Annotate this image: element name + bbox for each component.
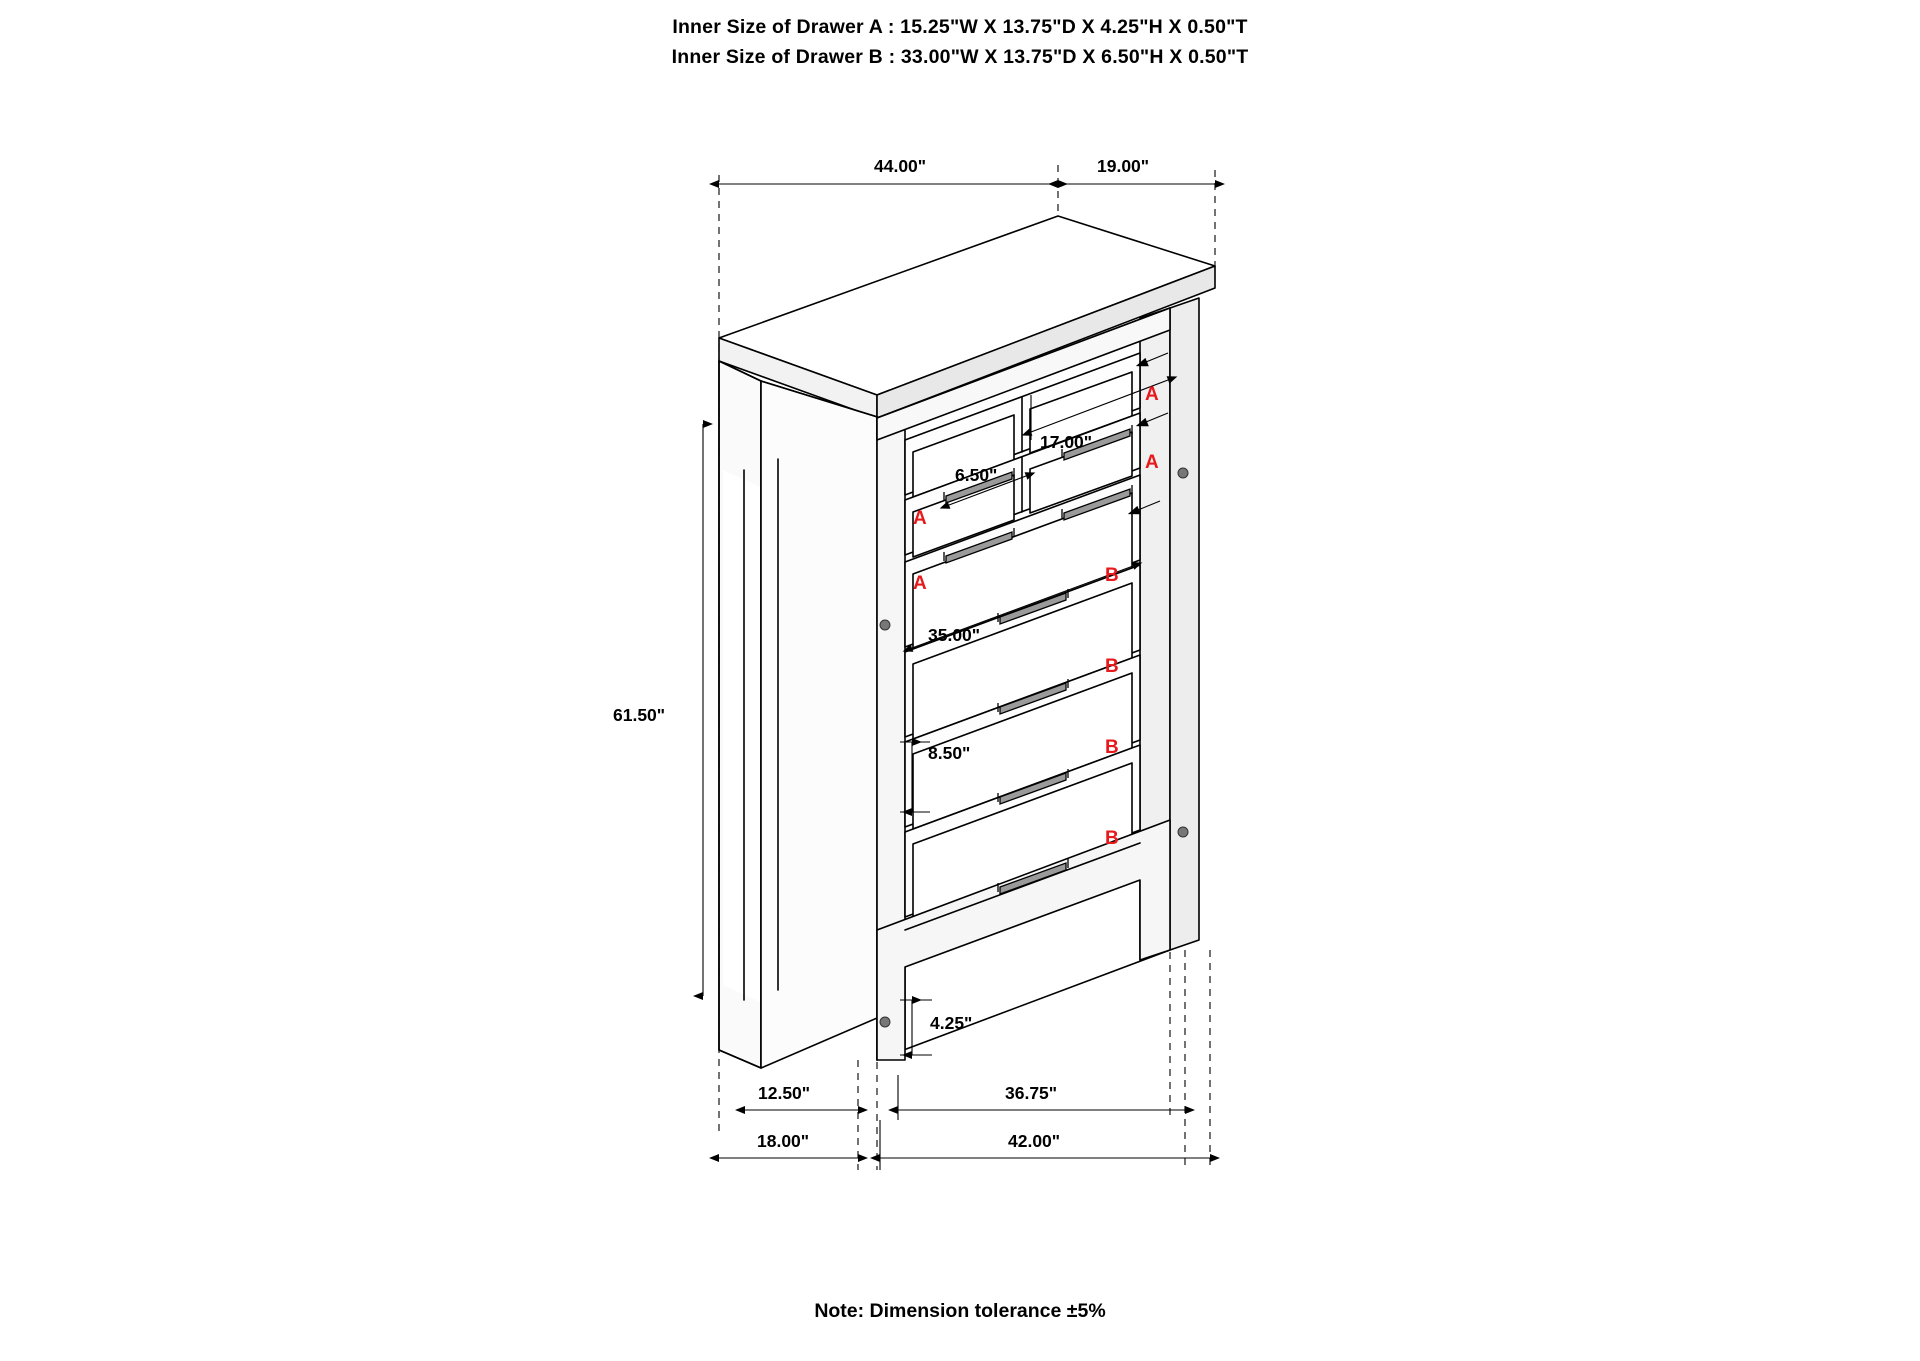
- dim-drawer-b-height: 8.50": [928, 743, 971, 763]
- dim-leg-height: 4.25": [930, 1013, 973, 1033]
- drawer-label-b: B: [1105, 737, 1119, 758]
- dim-drawer-b-width: 35.00": [928, 625, 981, 645]
- drawer-label-a: A: [913, 508, 927, 529]
- drawer-label-b: B: [1105, 828, 1119, 849]
- drawer-label-b: B: [1105, 656, 1119, 677]
- drawer-label-b: B: [1105, 565, 1119, 586]
- drawer-label-a: A: [1145, 452, 1159, 473]
- dim-side-depth: 12.50": [758, 1083, 811, 1103]
- drawer-label-a: A: [1145, 384, 1159, 405]
- drawer-b-inner-size-text: Inner Size of Drawer B : 33.00"W X 13.75"D X 6.50"H X 0.50"T: [671, 46, 1249, 68]
- dim-drawer-a-width: 17.00": [1040, 432, 1093, 452]
- dim-drawer-a-height: 6.50": [955, 465, 998, 485]
- dim-base-depth: 18.00": [757, 1131, 810, 1151]
- dim-front-width: 36.75": [1005, 1083, 1058, 1103]
- dim-top-width: 44.00": [874, 156, 927, 176]
- drawer-a-inner-size-text: Inner Size of Drawer A : 15.25"W X 13.75"D X 4.25"H X 0.50"T: [672, 16, 1248, 38]
- dim-top-depth: 19.00": [1097, 156, 1150, 176]
- tolerance-note: Note: Dimension tolerance ±5%: [814, 1300, 1106, 1322]
- drawer-label-a: A: [913, 573, 927, 594]
- dim-height: 61.50": [613, 705, 666, 725]
- dim-base-width: 42.00": [1008, 1131, 1061, 1151]
